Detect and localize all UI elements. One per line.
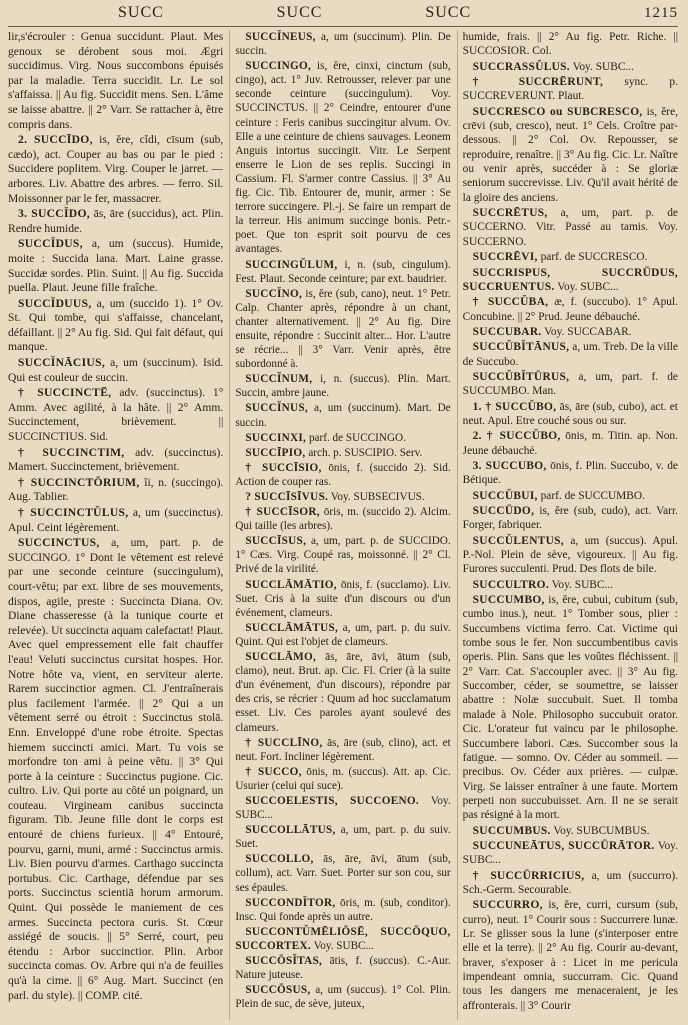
entry-definition: is, ĕre, cĭdi, cīsum (sub, cædo), act. Couper au bas ou par le pied : Succidere poplitem. Virg. Couper le jarret. — arbores. Liv. Abattre des arbres. — ferro. Sil. Moissonner par le fer, massacrer. [8,133,224,205]
dictionary-entry [463,266,678,295]
dictionary-entry [235,401,450,429]
entry-definition: Voy. SUBC... [551,578,614,591]
entry-definition: a, um (succinum). Mart. De succin. [235,402,451,429]
entry-definition: Voy. SUBSECIVUS. [330,491,425,503]
dictionary-entry [463,325,678,339]
entry-definition: ās, āre, āvi, ātum (sub, clamo), neut. Brut. ap. Cic. Fl. Crier (à la suite d'un événement, d'un discours), répondre par des cris, se récrier : Quum ad hoc succlamatum esset. Liv. Ces paroles ayant soulevé des clameurs. [235,651,451,734]
dictionary-entry [235,983,450,1011]
dictionary-entry [235,954,450,982]
entry-definition: ōnis, f. (succido 2). Sid. Action de couper ras. [235,461,451,488]
entry-headword: SUCCRĒVI, [472,251,538,264]
dictionary-entry [235,372,450,400]
dictionary-entry [8,476,223,505]
dictionary-entry [235,461,450,489]
entry-definition: Voy. SUBC... [572,60,634,73]
entry-headword: SUCCLĀMĀTUS, [245,621,339,634]
entry-headword: SUCCOLLĀTUS, [245,824,336,837]
entry-definition: ās, āre, āvi, ātum (sub, collum), act. Varr. Suet. Porter sur son cou, sur ses épaules. [235,853,451,894]
entry-headword: † SUCCINCTĒ, [18,386,112,400]
entry-headword: † SUCCINCTIM, [18,445,125,459]
dictionary-entry [463,459,678,488]
entry-definition: a, um, part. p. de SUCCIDO. 1° Cæs. Virg. Coupé ras, moissonné. || 2° Cl. Privé de la virilité. [235,535,451,576]
entry-headword: SUCCŌSĬTAS, [245,955,323,967]
entry-headword: SUCCĬNĀCIUS, [18,356,106,370]
dictionary-entry [8,30,223,132]
entry-headword: SUCCUNEĀTUS, SUCCŪRĀTOR. [472,839,655,852]
entry-definition: arch. p. SUSCIPIO. Serv. [308,446,423,459]
dictionary-entry [8,446,223,475]
entry-headword: SUCCRISPUS, SUCCRŪDUS, SUCCRUENTUS. [462,266,678,293]
dictionary-entry [235,258,450,286]
dictionary-entry [463,824,678,838]
entry-headword: SUCCONTŬMĒLIŌSĒ, SUCCŌQUO, SUCCORTEX. [235,925,451,952]
entry-definition: Voy. SUBC... [462,839,678,867]
entry-headword: SUCCĬNEUS, [245,31,316,43]
dictionary-entry [8,506,223,535]
dictionary-entry [463,839,678,868]
entry-headword: SUCCŬBĬTĀNUS, [472,341,570,354]
entry-definition: a, um, part. p. de SUCCERNO. Vitr. Passé au tamis. Voy. SUCCERNO. [462,207,678,248]
entry-definition: ās, āre (sub, clino), act. et neut. Fort. Incliner légèrement. [235,736,451,763]
entry-definition: parf. de SUCCUMBO. [540,489,645,502]
dictionary-entry [463,504,678,533]
dictionary-entry [235,765,450,793]
entry-headword: SUCCĬNO, [245,287,303,300]
entry-headword: 2. † SUCCŬBO, [472,430,561,443]
dictionary-entry [235,852,450,894]
entry-headword: † SUCCINCTŌRIUM, [18,475,140,489]
entry-headword: SUCCĬNUS, [245,402,309,415]
entry-headword: † SUCCŬBA, [472,296,549,309]
column-left [8,30,223,1020]
dictionary-entry [8,356,223,385]
entry-headword: SUCCŪDO, [472,505,535,517]
running-head-right: SUCC [425,4,472,21]
entry-headword: SUCCŬLENTUS, [472,534,564,547]
entry-definition: adv. (succinctus). 1° Amm. Avec agilité, à la hâte. || 2° Amm. Succinctement, brièvement. || SUCCINCTIUS. Sid. [8,386,224,444]
dictionary-entry [235,534,450,576]
entry-definition: i, n. (succus). Plin. Mart. Succin, ambre jaune. [235,373,451,400]
entry-definition: is, ĕre, cinxi, cinctum (sub, cingo), act. 1° Juv. Retrousser, relever par une seconde ceinture (succingulum). Voy. SUCCINCTUS. || 2° Ceindre, entourer d'une ceinture : Feris canibus succingitur alvum. Ov. Elle a une ceinture de chiens sauvages. Leonem Anguis intortus succingit. Vitr. Le Serpent enserre le Lion de ses replis. Succingi in Cassium. Fl. S'armer contre Cassius. || 3° Au fig. Cic. Tib. Entourer de, munir, armer : Se terrore succingere. Pl.-j. Se faire un rempart de la terreur. His animum succinge bonis. Petr.-poet. Que ton esprit soit pourvu de ces avantages. [235,60,451,256]
dictionary-entry [463,429,678,458]
dictionary-entry [463,534,678,577]
dictionary-entry [8,297,223,355]
entry-headword: SUCCĪSUS, [245,535,307,548]
entry-headword: SUCCONDĬTOR, [245,896,336,909]
entry-definition: Voy. SUCCABAR. [544,325,632,338]
entry-headword: SUCCLĀMĀTIO, [245,578,337,591]
entry-definition: ās, āre (sub, cubo), act. et neut. Apul. Etre couché sous ou sur. [462,400,678,427]
entry-definition: a, um, part. p. de SUCCINGO. 1° Dont le vêtement est relevé par une seconde ceinture (succingulum), court-vêtu; par ext. libre de ses mouvements, dispos, agile, preste : Succincta Diana. Ov. Diane chasseresse (à la tunique courte et relevée). Ut succincta aquam calefactat! Plaut. Avec quel empressement elle fait chauffer l'eau! Veluti succinctus cursitat hospes. Hor. Notre hôte va, vient, en serviteur alerte. Rarem succinctior agmen. Cl. J'entraînerais plus facilement l'armée. || 2° Qui a un vêtement serré ou étroit : Succinctus stolā. Enn. Enveloppé d'une robe étroite. Spectas hiemem succincti amici. Mart. Tu vois se morfondre ton ami à peine vêtu. || 3° Qui porte à la ceinture : Succinctus pugione. Cic. cultro. Liv. Qui porte au côté un poignard, un couteau. Virgineam canibus succincta figuram. Tib. Jeune fille dont le corps est entouré de chiens furieux. || 4° Entouré, pourvu, garni, muni, armé : Succinctus armis. Liv. Bien pourvu d'armes. Carthago succincta portubus. Cic. Carthage, défendue par ses ports. Succinctus scientiā horum armorum. Quint. Qui possède le maniement de ces armes. Succincta pectora curis. St. Cœur assiégé de soucis. || 5° Serré, court, peu étendu : Arbor succinctior. Plin. Arbor succincta comas. Ov. Arbre qui n'a de feuilles qu'à la cime. || 6° Aug. Mart. Succinct (en parl. du style). || COMP. cité. [8,536,224,1002]
entry-definition: is, ĕre (sub, cano), neut. 1° Petr. Calp. Chanter après, répondre à un chant, chanter alternativement. || 2° Au fig. Dire ensuite, répondre : Succinit alter... Hor. L'autre se récrie... || 3° Varr. Venir après, être subordonné à. [235,287,451,371]
entry-definition: a, um, part. p. du suiv. Quint. Qui est l'objet de clameurs. [235,621,451,648]
entry-headword: SUCCĬDUUS, [18,296,92,310]
dictionary-entry [235,896,450,924]
entry-headword: SUCCLĀMO, [245,651,317,664]
dictionary-entry [235,59,450,256]
entry-headword: SUCCOLLO, [245,853,314,866]
dictionary-entry [463,370,678,399]
dictionary-entry [235,30,450,58]
dictionary-entry [235,925,450,953]
dictionary-entry [8,207,223,236]
entry-headword: SUCCRĒTUS, [472,207,548,220]
entry-headword: † SUCCO, [245,765,302,778]
entry-headword: SUCCŌSUS, [245,984,311,997]
entry-headword: † SUCCĪSIO, [245,461,322,474]
entry-definition: a, um, part. p. du suiv. Suet. [235,824,451,851]
dictionary-entry [235,736,450,764]
entry-definition: sync. p. SUCCREVERUNT. Plaut. [462,76,678,103]
dictionary-entry [235,823,450,851]
entry-headword: SUCCULTRO. [472,578,549,591]
dictionary-entry [235,431,450,445]
entry-headword: † SUCCINCTŬLUS, [18,506,129,519]
dictionary-entry [8,386,223,444]
entry-headword: 3. SUCCĬDO, [18,207,90,221]
entry-headword: SUCCUMBUS. [472,824,551,837]
dictionary-entry [463,898,678,1013]
entry-definition: is, ĕre (sub, cudo), act. Varr. Forger, fabriquer. [462,505,678,532]
page-number: 1215 [643,5,678,21]
entry-headword: ? SUCCĪSĪVUS. [245,491,329,503]
column-middle [229,30,450,1020]
entry-headword: 1. † SUCCŬBO, [472,400,557,413]
entry-definition: Voy. SUBC... [557,280,619,293]
entry-definition: ōnis, m. (succus). Att. ap. Cic. Usurier (celui qui suce). [235,765,451,792]
entry-definition: parf. de SUCCRESCO. [540,251,648,264]
dictionary-entry [235,794,450,822]
entry-definition: Voy. SUBCUMBUS. [553,824,650,837]
dictionary-entry [463,593,678,823]
dictionary-entry [8,536,223,1003]
entry-definition: a, um (succinum). Isid. Qui est couleur de succin. [8,356,224,384]
entry-definition: is, ĕre, crēvi (sub, cresco), neut. 1° Cels. Croître par-dessous. || 2° Col. Ov. Repousser, se reproduire, renaître. || 3° Au fig. Cic. Lr. Naître ou venir après, succéder à : Se gloriæ seniorum succrevisse. Liv. Qu'il avait hérité de la gloire des anciens. [462,105,678,204]
running-head-center: SUCC [276,4,323,21]
entry-headword: SUCCUMBO, [472,594,545,607]
entry-definition: a, um (succinctus). Apul. Ceint légèrement. [8,506,224,534]
dictionary-entry [463,869,678,898]
entry-definition: a, um (succurro). Sch.-Germ. Secourable. [462,869,678,896]
entry-definition: a, um (succus). Humide, moite : Succida lana. Mart. Laine grasse. Succidæ sordes. Plin. Suint. || Au fig. Succida puella. Plaut. Jeune fille fraîche. [8,237,224,295]
dictionary-entry [235,578,450,620]
entry-headword: † SUCCRĒRUNT, [472,76,604,89]
entry-definition: adv. (succinctus). Mamert. Succinctement, brièvement. [8,445,224,474]
entry-headword: SUCCINXI, [245,431,307,444]
dictionary-entry [463,578,678,592]
dictionary-entry [463,340,678,369]
entry-definition: a, um (succinum). Plin. De succin. [235,31,451,58]
entry-headword: SUCCĬNUM, [245,373,313,386]
dictionary-entry [8,237,223,295]
entry-definition: ōnis, f. Plin. Succubo, v. de Bétique. [462,459,678,487]
entry-headword: † SUCCLĪNO, [245,736,323,749]
entry-definition: ĭi, n. (succingo). Aug. Tablier. [8,475,224,504]
entry-definition: ōris, m. (succido 2). Alcim. Qui taille (les arbres). [235,506,451,533]
dictionary-entry [463,30,678,59]
entry-definition: is, ĕre, cubui, cubitum (sub, cumbo inus.), neut. 1° Tomber sous, plier : Succumbens victima ferro. Cat. Victime qui tombe sous le fer. Non succumbentibus cavis operis. Plin. Sans que les voûtes fléchissent. || 2° Varr. Cat. S'accoupler avec. || 3° Au fig. Succomber, céder, se soumettre, se laisser abattre : Nolæ succubuit. Suet. Il tomba malade à Nole. Philosopho succubuit orator. Cic. L'orateur fut vaincu par le philosophe. Succumbere labori. Cæs. Succomber sous la fatigue. — somno. Ov. Céder au sommeil. — precibus. Ov. Céder aux prières. — culpæ. Virg. Se laisser entraîner à une faute. Mortem perpeti non succubuisset. Arn. Il ne se serait pas résigné à la mort. [462,594,678,822]
entry-definition: Voy. SUBC... [235,794,451,822]
entry-definition: ōris, m. (sub, conditor). Insc. Qui fonde après un autre. [235,896,451,923]
column-right [457,30,678,1020]
entry-headword: SUCCINCTUS, [18,536,100,550]
dictionary-entry [463,105,678,205]
entry-headword: SUCCŬBĬTŪRUS, [472,370,570,383]
dictionary-entry [463,295,678,324]
entry-headword: SUCCRESCO ou SUBCRESCO, [472,105,643,118]
dictionary-entry [463,60,678,74]
entry-headword: 2. SUCCĪDO, [18,133,93,147]
dictionary-entry [463,75,678,104]
entry-definition: a, um (succus). 1° Col. Plin. Plein de suc, de sève, juteux, [235,984,451,1011]
dictionary-entry [235,621,450,649]
entry-definition: humide, frais. || 2° Au fig. Petr. Riche. || SUCCOSIOR. Col. [462,31,678,58]
entry-definition: a, um (succido 1). 1° Ov. St. Qui tombe, qui s'affaisse, chancelant, défaillant. || 2° Au fig. Sid. Qui fait défaut, qui manque. [8,296,224,354]
entry-headword: SUCCINGO, [245,60,312,73]
entry-headword: SUCCĪPIO, [245,446,306,459]
entry-definition: æ, f. (succubo). 1° Apul. Concubine. || 2° Prud. Jeune débauché. [462,296,678,323]
dictionary-entry [235,490,450,504]
running-head-left: SUCC [118,4,164,21]
dictionary-entry [463,206,678,249]
entry-headword: SUCCRASSŬLUS. [472,60,570,73]
entry-definition: is, ĕre, curri, cursum (sub, curro), neut. 1° Courir sous : Succurrere lunæ. Lr. Se glisser sous la lune (s'interposer entre elle et la terre). || 2° Au fig. Courir au-devant, braver, s'exposer à : Licet in me pericula impendeant omnia, succurram. Cic. Quand tous les dangers me menaceraient, je les affronterais. || 3° Courir [462,899,678,1012]
text-columns [8,30,678,1020]
entry-headword: SUCCŬBUI, [472,489,538,502]
dictionary-entry [235,650,450,735]
entry-headword: SUCCOELESTIS, SUCCOENO. [245,794,419,807]
entry-headword: SUCCINGŬLUM, [245,258,338,271]
dictionary-entry [463,400,678,429]
dictionary-entry [235,446,450,460]
entry-definition: a, um (succus). Apul. P.-Nol. Plein de sève, vigoureux. || Au fig. Furores succulenti. Prud. Des flots de bile. [462,534,678,576]
dictionary-entry [463,489,678,503]
entry-headword: † SUCCĪSOR, [245,506,320,519]
entry-definition: ātis, f. (succus). C.-Aur. Nature juteuse. [235,955,451,982]
entry-definition: a, um, part. f. de SUCCUMBO. Man. [462,370,678,398]
entry-definition: i, n. (sub, cingulum). Fest. Plaut. Seconde ceinture; par ext. baudrier. [235,258,451,285]
entry-definition: a, um. Treb. De la ville de Succubo. [462,341,678,368]
entry-definition: Voy. SUBC... [313,939,374,952]
entry-headword: SUCCUBAR. [472,325,542,338]
entry-headword: 3. SUCCUBO, [472,459,547,472]
entry-headword: SUCCURRO, [472,899,543,912]
entry-definition: ōnis, m. Titin. ap. Non. Jeune débauché. [462,430,678,457]
entry-definition: parf. de SUCCINGO. [308,431,406,444]
entry-definition: lir,s'écrouler : Genua succidunt. Plaut. Mes genoux se dérobent sous moi. Ægri succidimus. Virg. Nous succombons épuisés par la maladie. Terra succidit. Lr. Le sol s'affaissa. || Au fig. Succidit mens. Sen. L'âme se laisse abattre. || 2° Varr. Se rattacher à, être compris dans. [8,30,224,131]
entry-definition: ōnis, f. (succlamo). Liv. Suet. Cris à la suite d'un discours ou d'un événement, clameurs. [235,578,451,619]
entry-headword: SUCCĬDUS, [18,237,83,251]
entry-headword: † SUCCŪRRICIUS, [472,869,585,882]
entry-definition: ās, āre (succidus), act. Plin. Rendre humide. [8,207,224,235]
dictionary-entry [463,250,678,264]
dictionary-entry [235,287,450,372]
dictionary-entry [235,505,450,533]
page-header [8,4,678,27]
dictionary-entry [8,133,223,206]
